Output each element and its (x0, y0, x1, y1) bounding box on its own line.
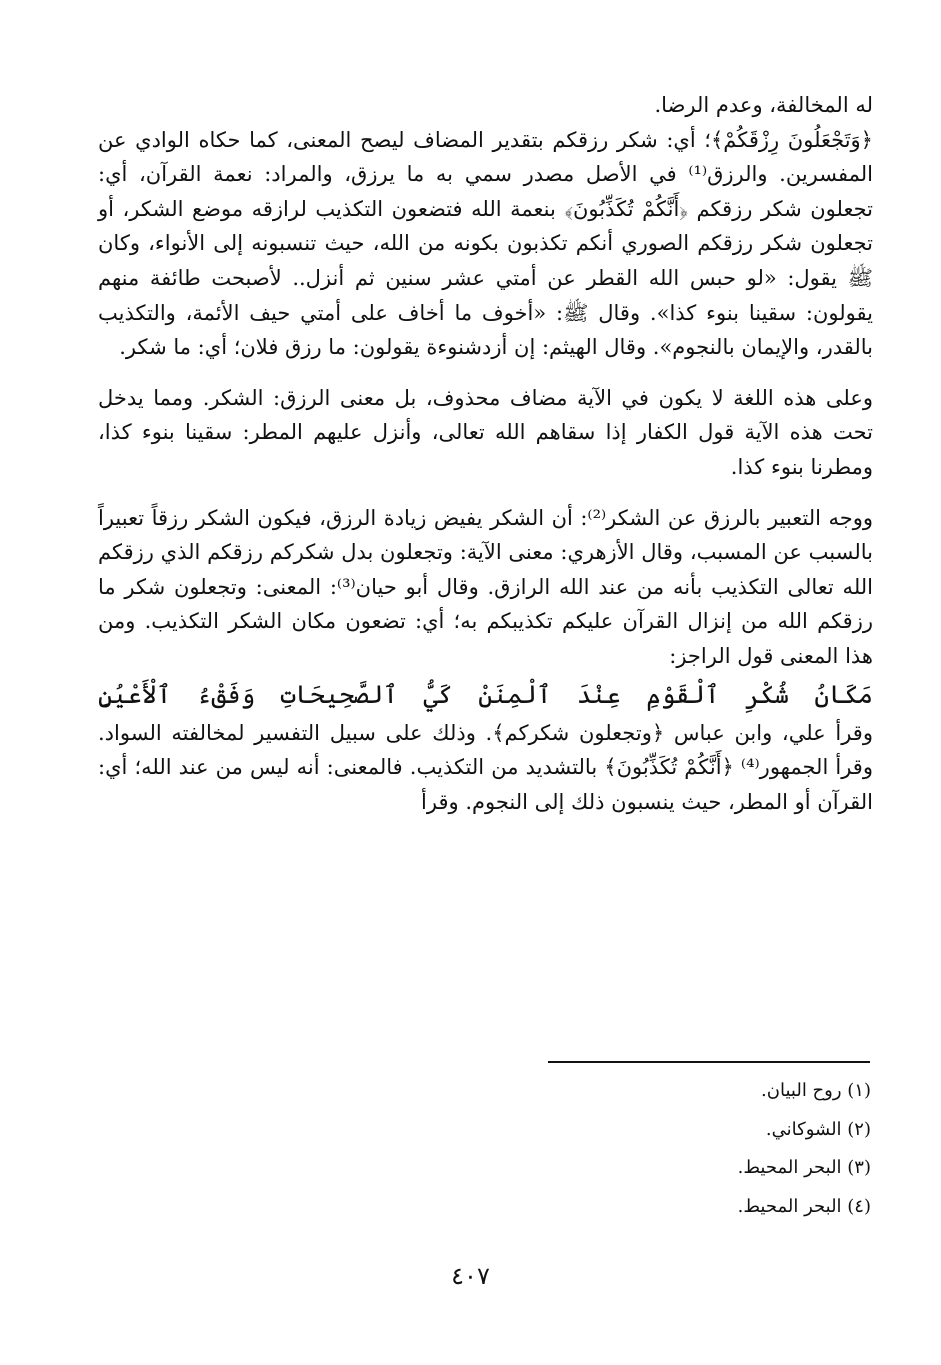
paragraph-expression: ووجه التعبير بالرزق عن الشكر⁽²⁾: أن الشكر يفيض زيادة الرزق، فيكون الشكر رزقاً تعبيراً بالسبب عن المسبب، وقال الأزهري: معنى الآية: وتجعلون بدل شكركم رزقكم الذي رزقكم الله تعالى التكذيب بأنه من عند الله الرازق. وقال أبو حيان⁽³⁾: المعنى: وتجعلون شكر ما رزقكم الله من إنزال القرآن عليكم تكذيبكم به؛ أي: تضعون مكان الشكر التكذيب. ومن هذا المعنى قول الراجز: (98, 505, 873, 668)
footnote-4: (٤) البحر المحيط. (737, 1195, 871, 1217)
main-text (98, 88, 873, 819)
footnote-2: (٢) الشوكاني. (765, 1118, 871, 1140)
paragraph-language: وعلى هذه اللغة لا يكون في الآية مضاف محذوف، بل معنى الرزق: الشكر. ومما يدخل تحت هذه الآية قول الكفار إذا سقاهم الله تعالى، وأنزل عليهم المطر: سقينا بنوء كذا، ومطرنا بنوء كذا. (98, 385, 873, 479)
paragraph-tafsir: ﴿وَتَجْعَلُونَ رِزْقَكُمْ﴾؛ أي: شكر رزقكم بتقدير المضاف ليصح المعنى، كما حكاه الوادي عن المفسرين. والرزق⁽¹⁾ في الأصل مصدر سمي به ما يرزق، والمراد: نعمة القرآن، أي: تجعلون شكر رزقكم ﴿أَنَّكُمْ تُكَذِّبُونَ﴾ بنعمة الله فتضعون التكذيب لرازقه موضع الشكر، أو تجعلون شكر رزقكم الصوري أنكم تكذبون بكونه من الله، حيث تنسبونه إلى الأنواء، وكان ﷺ يقول: «لو حبس الله القطر عن أمتي عشر سنين ثم أنزل.. لأصبحت طائفة منهم يقولون: سقينا بنوء كذا». وقال ﷺ: «أخوف ما أخاف على أمتي حيف الأئمة، والتكذيب بالقدر، والإيمان بالنجوم». وقال الهيثم: إن أزدشنوءة يقولون: ما رزق فلان؛ أي: ما شكر. (98, 127, 873, 360)
poetry-verse: مَكَانُ شُكْرِ ٱلْقَوْمِ عِنْدَ ٱلْمِنَنْ كَيُّ ٱلصَّحِيحَاتِ وَفَقْءُ ٱلْأَعْيُنِ (98, 679, 873, 709)
footnote-separator (548, 1061, 870, 1063)
paragraph-continuation: له المخالفة، وعدم الرضا. (654, 93, 873, 117)
page-number: ٤٠٧ (451, 1262, 490, 1290)
paragraph-readings: وقرأ علي، وابن عباس ﴿وتجعلون شكركم﴾. وذلك على سبيل التفسير لمخالفته السواد. وقرأ الجمهور⁽⁴⁾ ﴿أَنَّكُمْ تُكَذِّبُونَ﴾ بالتشديد من التكذيب. فالمعنى: أنه ليس من عند الله؛ أي: القرآن أو المطر، حيث ينسبون ذلك إلى النجوم. وقرأ (98, 720, 873, 814)
footnote-1: (١) روح البيان. (761, 1080, 871, 1101)
footnote-3: (٣) البحر المحيط. (737, 1157, 871, 1178)
footnotes (471, 1072, 871, 1226)
